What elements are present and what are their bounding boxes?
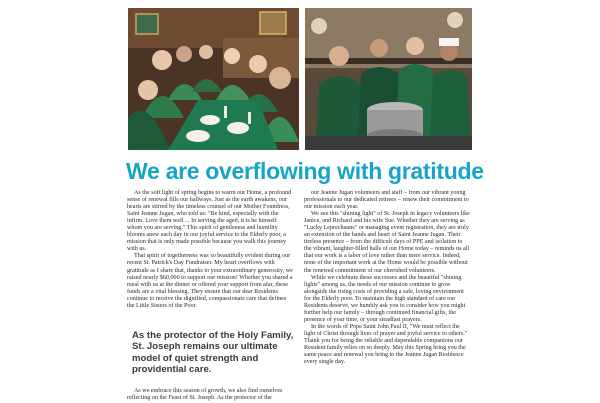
article-column-right [304, 190, 470, 366]
photo-dinner-guests [128, 8, 299, 150]
article-paragraph: We see this "shining light" of St. Joseph in legacy volunteers like Janice, and Richard and his wife Sue. Whether they are serving as "Lucky Leprechauns" or managing event registration, they are truly an extension of the hands and heart of Saint Jeanne Jugan. Their tireless presence – from the difficult days of PPE and isolation to the vibrant, laughter-filled halls of our Home today – reminds us all that our work is a labor of love rather than mere service. Indeed, none of the important work at the Home would be possible without the renewed commitment of our cherished volunteers. [304, 211, 470, 274]
article-paragraph: That spirit of togetherness was so beautifully evident during our recent St. Patrick's Day Fundraiser. My heart overflows with gratitude as I share that, thanks to your extraordinary generosity, we raised nearly $60,000 to support our mission! Whether you shared a meal with us at the dinner or offered your support from afar, these funds are a vital blessing. They ensure that our dear Residents continue to receive the dignified, compassionate care that defines the Little Sisters of the Poor. [127, 253, 293, 309]
article-column-left [127, 190, 293, 310]
photo-kitchen-volunteers [305, 8, 472, 150]
pull-quote: As the protector of the Holy Family, St. Joseph remains our ultimate model of quiet strength and providential care. [132, 330, 294, 375]
article-paragraph: In the words of Pope Saint John Paul II, "We must reflect the light of Christ through lives of prayer and joyful service to others." Thank you for being the reliable and dependable companions our Resident family relies on so deeply. May this Spring bring you the same peace and renewal you bring to the Jeanne Jugan Residence every single day. [304, 323, 468, 366]
article-paragraph: As we embrace this season of growth, we also find ourselves reflecting on the Feast of St. Joseph. As the protector of the [127, 388, 283, 402]
dinner-photo-illustration [128, 8, 299, 150]
page-headline: We are overflowing with gratitude [126, 158, 484, 184]
article-paragraph: While we celebrate these successes and the beautiful "shining lights" among us, the needs of our mission continue to grow alongside the rising costs of providing a safe, loving environment for the Elderly poor. To maintain the high standard of care our Residents deserve, we humbly ask you to consider how you might further help our family – through continued financial gifts, the presence of your time, or your steadfast prayers. [304, 274, 466, 323]
kitchen-photo-illustration [305, 8, 472, 150]
article-paragraph: As the soft light of spring begins to warm our Home, a profound sense of renewal fills our hallways. Just as the earth awakens, our hearts are stirred by the timeless counsel of our Mother Foundress, Saint Jeanne Jugan, who told us: "Be kind, especially with the infirm. Love them well ... In serving the aged, it is he himself whom you are serving." This spirit of gentleness and humility blooms anew each day in our joyful service to the Elderly poor, a mission that is only made possible because you walk this journey with us. [127, 190, 292, 253]
article-paragraph: our Jeanne Jugan volunteers and staff – from our vibrant young professionals to our dedicated retirees – renew their commitment to our mission each year. [304, 190, 469, 211]
article-column-left-continued [127, 388, 293, 402]
